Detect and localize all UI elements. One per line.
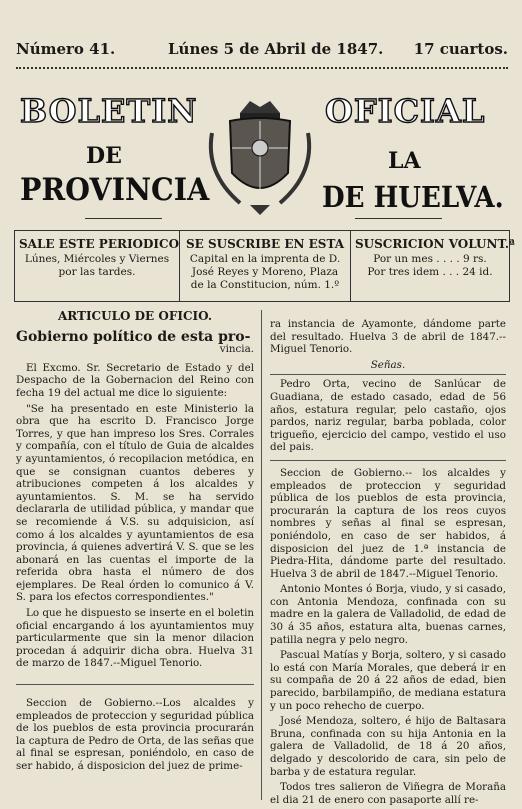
paragraph: José Mendoza, soltero, é hijo de Baltasara Bruna, confinada con su hija Antonia en la galera de Valladolid, de 18 á 20 años, delgado y descolorido de cara, sin pelo de barba y de estatura regular. — [270, 715, 506, 778]
paragraph: Todos tres salieron de Viñegra de Moraña el dia 21 de enero con pasaporte allí re- — [270, 781, 506, 806]
article-heading-cont: vincia. — [219, 343, 254, 356]
title-la: LA — [388, 148, 421, 174]
issue-date: Lúnes 5 de Abril de 1847. — [168, 40, 384, 58]
dotted-rule-top — [16, 67, 508, 69]
info-box-subscribe — [180, 231, 350, 301]
separator-rule — [16, 684, 254, 685]
right-column — [270, 318, 506, 809]
paragraph: Pascual Matías y Borja, soltero, y si casado lo está con María Morales, que deberá ir en su compaña de 20 á 22 años de edad, bien parecido, barbilampiño, de mediana estatura y un poco rehecho de cuerpo. — [270, 649, 506, 712]
paragraph: "Se ha presentado en este Ministerio la obra que ha escrito D. Francisco Jorge Torres, y que han impreso los Sres. Corrales y compañía, con el título de Guia de alcaldes y ayuntamientos, ó recopilacion metódica, en que se consignan cuantos deberes y atribuciones competen á los alcaldes y ayuntamientos. S. M. se ha servido declararla de utilidad pública, y mandar que se recomiende á V.S. su adquisicion, así como á los alcaldes y ayuntamientos de esa provincia, á quienes advertirá V. S. que se les abonará en las cuentas el importe de la referida obra hasta el número de dos ejemplares. De Real órden lo comunico á V. S. para los efectos correspondientes." — [16, 402, 254, 604]
info-box-text: Lúnes, Miércoles y Viernes por las tardes. — [24, 253, 170, 278]
title-de-huelva: DE HUELVA. — [322, 180, 504, 214]
info-box-heading: SALE ESTE PERIODICO — [19, 237, 180, 251]
info-box-text: Capital en la imprenta de D. José Reyes y Moreno, Plaza de la Constitucion, núm. 1.º — [189, 253, 341, 291]
paragraph: Pedro Orta, vecino de Sanlúcar de Guadiana, de estado casado, edad de 56 años, estatura regular, pelo castaño, ojos pardos, nariz regular, barba poblada, color trigueño, ejercicio del campo, vestido el uso del pais. — [270, 378, 506, 454]
price-line: Por tres idem . . . 24 id. — [367, 266, 493, 278]
article-heading: Gobierno político de esta pro- — [16, 328, 251, 345]
paragraph: ra instancia de Ayamonte, dándome parte del resultado. Huelva 3 de abril de 1847.--Miguel Tenorio. — [270, 318, 506, 356]
coat-of-arms-icon — [200, 93, 320, 218]
separator-rule — [270, 374, 506, 375]
issue-number: Número 41. — [16, 40, 116, 58]
info-box-price — [351, 231, 515, 301]
title-de: DE — [86, 143, 122, 169]
column-divider — [261, 310, 262, 800]
masthead-topline — [16, 40, 508, 60]
info-box-heading: SE SUSCRIBE EN ESTA — [185, 237, 345, 251]
title-boletin: BOLETIN — [20, 92, 198, 130]
subscription-info-boxes — [14, 230, 515, 302]
section-title: ARTICULO DE OFICIO. — [57, 309, 213, 323]
ornament-right — [355, 218, 442, 219]
info-box-heading: SUSCRICION VOLUNT.ª — [355, 237, 515, 251]
paragraph: Lo que he dispuesto se inserte en el boletin oficial encargando á los ayuntamientos muy particularmente que sin la menor dilacion procedan á adquirir dicha obra. Huelva 31 de marzo de 1847.--Miguel Tenorio. — [16, 607, 254, 670]
title-provincia: PROVINCIA — [20, 172, 210, 208]
paragraph: Seccion de Gobierno.-- los alcaldes y empleados de proteccion y seguridad pública de los pueblos de esta provincia, procurarán la captura de los reos cuyos nombres y señas al final se espresan, poniéndolo, en caso de ser habidos, á disposicion del juez de 1.ª instancia de Piedra-Hita, dándome parte del resultado. Huelva 3 de abril de 1847.--Miguel Tenorio. — [270, 466, 506, 580]
subheading-senas: Señas. — [370, 358, 406, 371]
info-box-schedule — [15, 231, 179, 301]
title-oficial: OFICIAL — [325, 92, 486, 130]
issue-price: 17 cuartos. — [413, 40, 508, 58]
separator-rule — [270, 460, 506, 461]
left-column — [16, 310, 254, 776]
paragraph: Antonio Montes ó Borja, viudo, y si casado, con Antonia Mendoza, confinada con su madre en la galera de Valladolid, de edad de 30 á 35 años, estatura alta, buenas carnes, patilla negra y pelo negro. — [270, 583, 506, 646]
paragraph: Seccion de Gobierno.--Los alcaldes y empleados de proteccion y seguridad pública de los pueblos de esta provincia procurarán la captura de Pedro de Orta, de las señas que al final se espresan, poniéndolo, en caso de ser habido, á disposicion del juez de prime- — [16, 697, 254, 772]
paragraph: El Excmo. Sr. Secretario de Estado y del Despacho de la Gobernacion del Reino con fecha 19 del actual me dice lo siguiente: — [16, 361, 254, 399]
price-line: Por un mes . . . . 9 rs. — [373, 253, 487, 265]
ornament-left — [85, 218, 162, 219]
